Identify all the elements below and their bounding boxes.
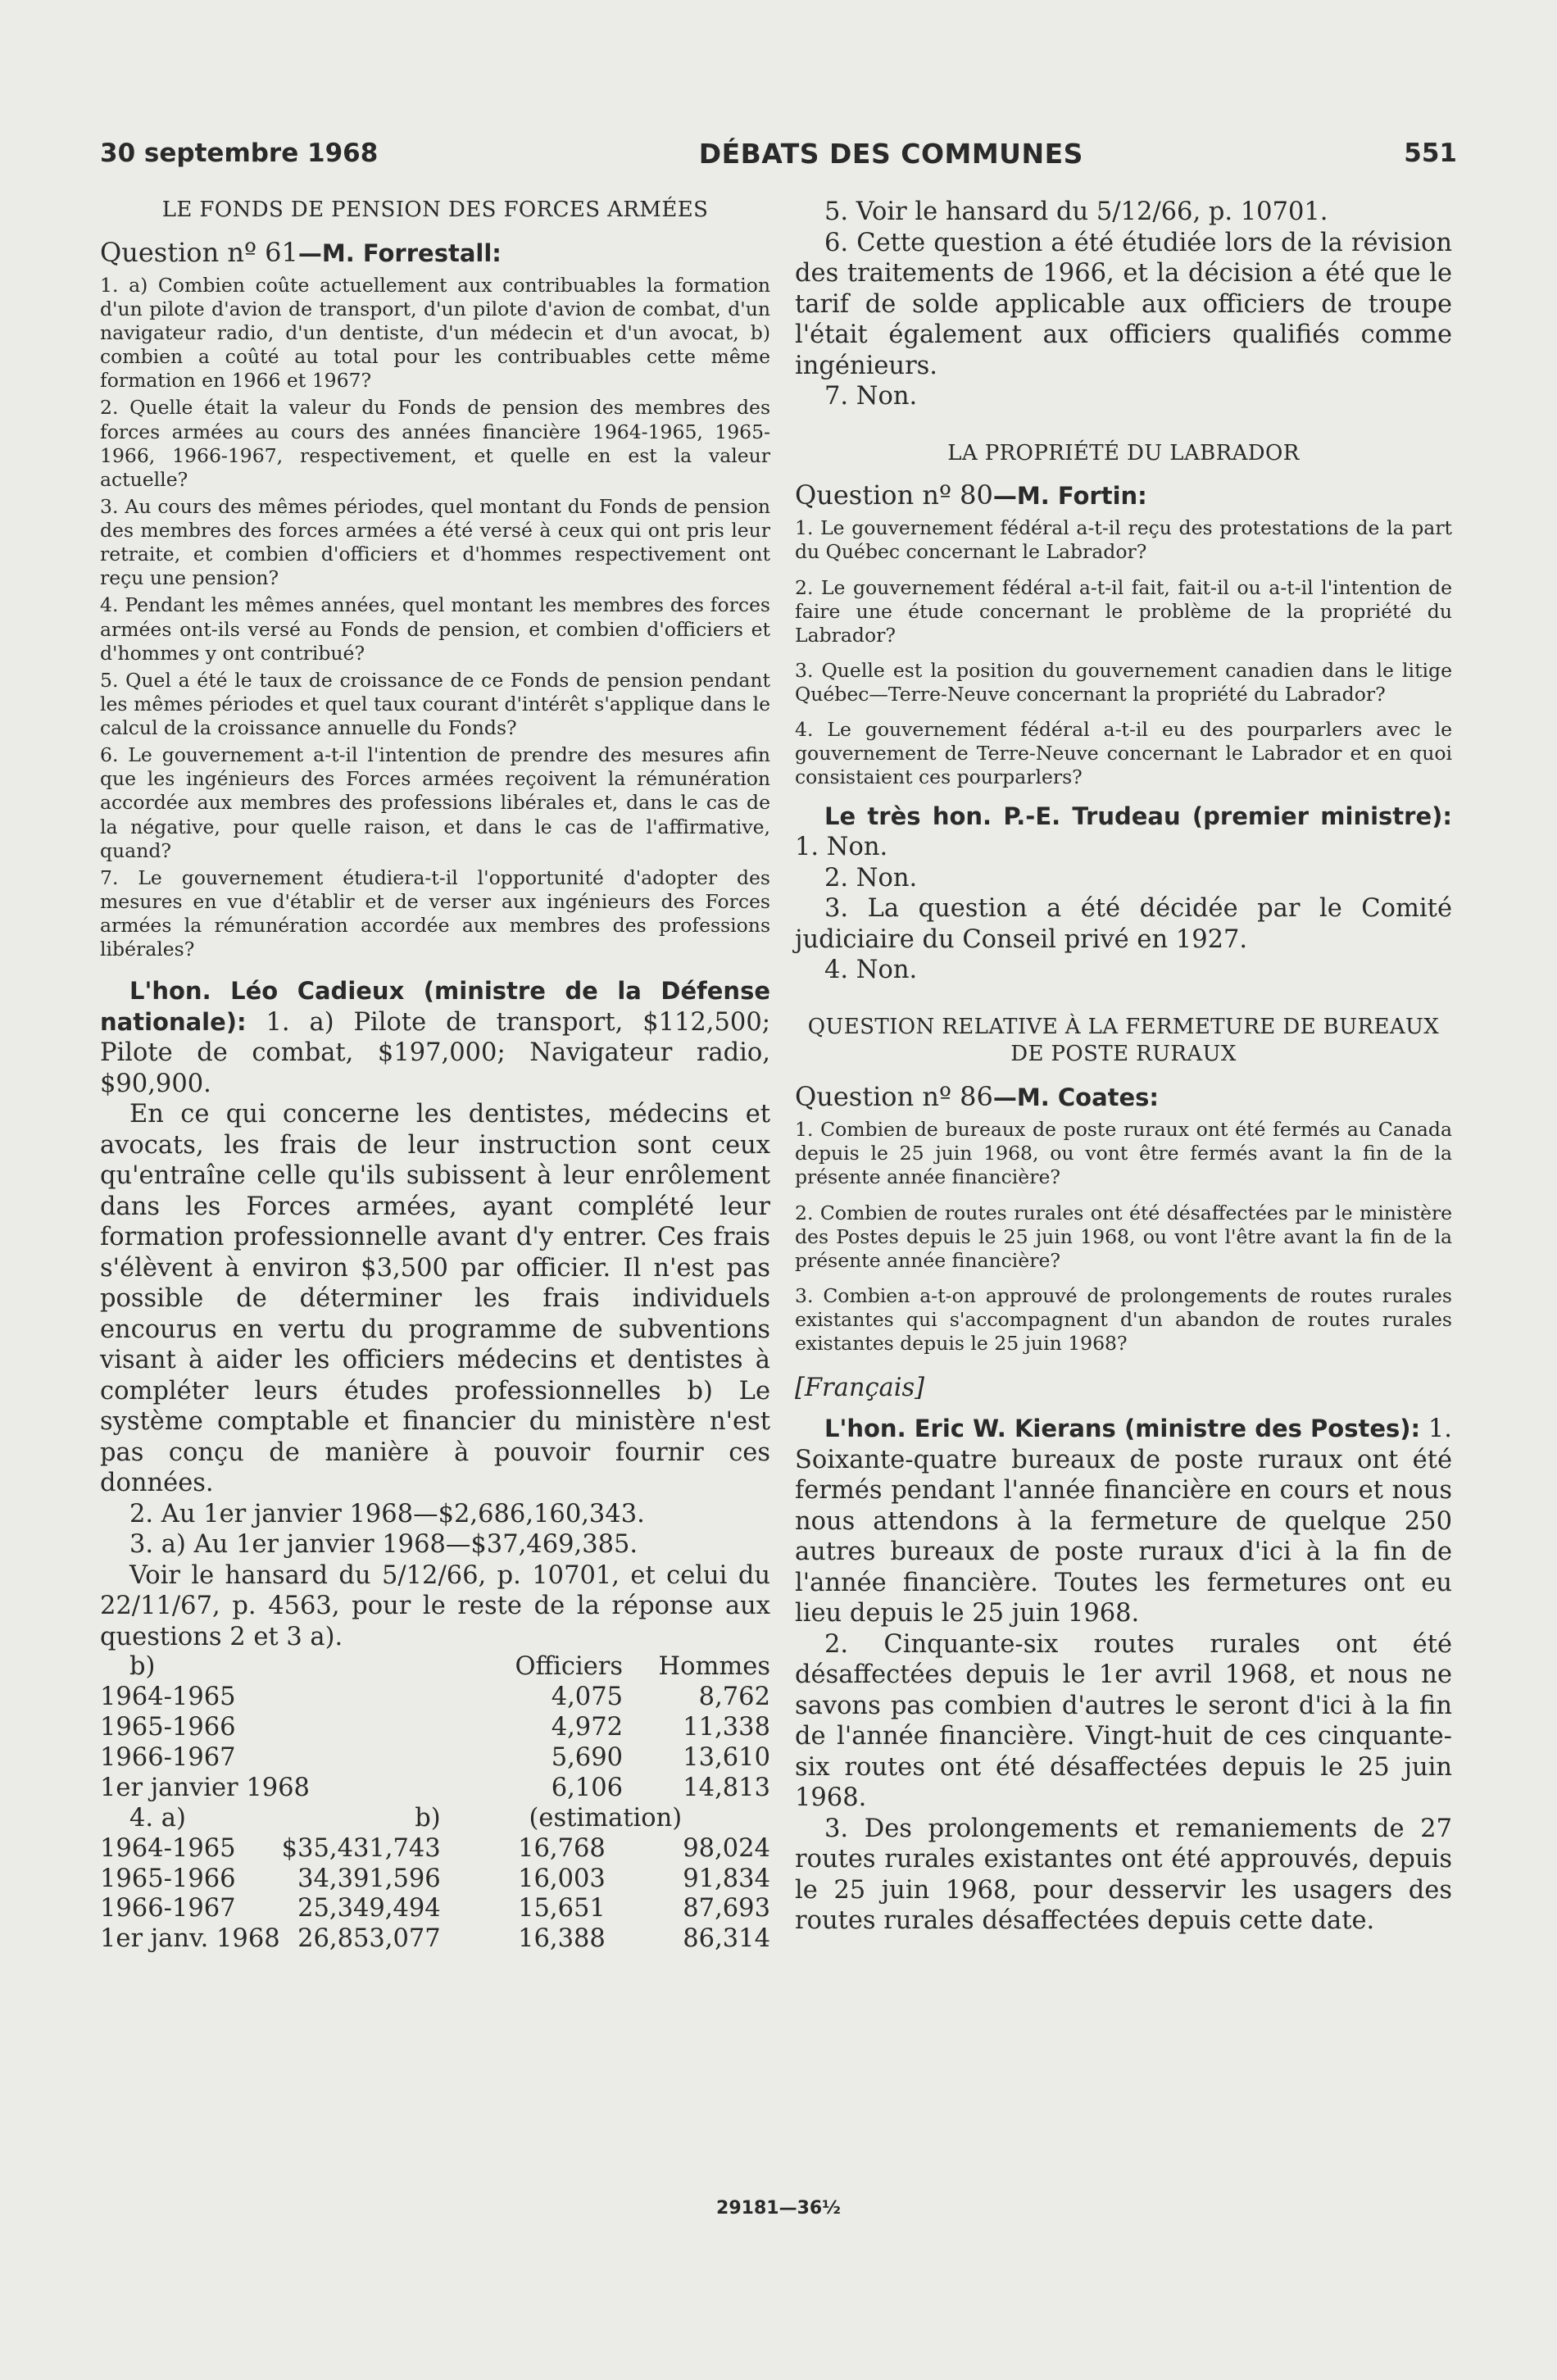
table-cell: 34,391,596: [297, 1864, 441, 1893]
answer-paragraph: 4. Non.: [824, 956, 918, 985]
speaker-name: L'hon. Léo Cadieux (ministre de la Défense nationale):: [100, 977, 770, 1036]
table-cell: 11,338: [683, 1713, 770, 1742]
table-cell: 1966-1967: [100, 1894, 236, 1924]
table-cell: 15,651: [518, 1894, 606, 1924]
answer-paragraph: En ce qui concerne les dentistes, médecins et avocats, les frais de leur instruction sont ceux qu'entraîne celle qu'ils subissent à leur enrôlement dans les Forces armées, ayant complété leur formation professionnelle avant d'y entrer. Ces frais s'élèvent à environ $3,500 par officier. Il n'est pas possible de déterminer les frais individuels encourus en vertu du programme de subventions visant à aider les officiers médecins et dentistes à compléter leurs études professionnelles b) Le système comptable et financier du ministère n'est pas conçu de manière à pouvoir fournir ces données.: [100, 1100, 770, 1498]
answer-paragraph: 3. Des prolongements et remaniements de 27 routes rurales existantes ont été approuvés, depuis le 25 juin 1968, pour desservir les usagers des routes rurales désaffectées depuis cette date.: [795, 1814, 1452, 1936]
table-cell: 4,075: [551, 1683, 624, 1712]
question-heading-61: [100, 236, 770, 269]
table-b-officers-men: [100, 1652, 770, 1803]
table-row: [100, 1834, 770, 1864]
answer-block-61: [100, 976, 770, 1955]
question-number: Question nº 80: [795, 479, 993, 511]
answer-paragraph: 5. Voir le hansard du 5/12/66, p. 10701.: [824, 198, 1328, 226]
question-item: 3. Au cours des mêmes périodes, quel montant du Fonds de pension des membres des forces armées a été versé à ceux qui ont pris leur retraite, et combien d'officiers et d'hommes respectivement ont reçu une pension?: [100, 494, 770, 590]
question-number: Question nº 86: [795, 1081, 993, 1113]
section-title-postes: QUESTION RELATIVE À LA FERMETURE DE BUREAUX DE POSTE RURAUX: [807, 1014, 1440, 1067]
language-marker: [Français]: [795, 1374, 925, 1403]
table-cell: 5,690: [551, 1742, 624, 1772]
table-header-row: [100, 1804, 770, 1834]
table-cell: 16,768: [518, 1833, 606, 1863]
table-row: [100, 1713, 770, 1743]
table-label: (estimation): [529, 1803, 683, 1833]
answer-paragraph: 7. Non.: [824, 382, 918, 411]
speaker-name: L'hon. Eric W. Kierans (ministre des Postes):: [824, 1415, 1421, 1443]
table-cell: $35,431,743: [281, 1833, 441, 1863]
table-row: [100, 1894, 770, 1924]
table-cell: 25,349,494: [297, 1894, 441, 1924]
column-header: Officiers: [515, 1652, 624, 1682]
table-cell: 1965-1966: [100, 1864, 236, 1893]
table-cell: 26,853,077: [297, 1924, 441, 1954]
header-date: 30 septembre 1968: [100, 139, 379, 168]
right-column: [795, 197, 1452, 1937]
answer-opening: [100, 976, 770, 1099]
question-item: 3. Quelle est la position du gouvernement canadien dans le litige Québec—Terre-Neuve concernant la propriété du Labrador?: [795, 658, 1452, 706]
table-cell: 98,024: [683, 1833, 770, 1863]
table-cell: 8,762: [698, 1683, 770, 1712]
answer-paragraph: 3. a) Au 1er janvier 1968—$37,469,385.: [129, 1530, 638, 1560]
question-item: 1. Le gouvernement fédéral a-t-il reçu des protestations de la part du Québec concernant le Labrador?: [795, 516, 1452, 564]
question-item: 2. Le gouvernement fédéral a-t-il fait, fait-il ou a-t-il l'intention de faire une étude concernant le problème de la propriété du Labrador?: [795, 575, 1452, 647]
question-item: 4. Pendant les mêmes années, quel montant les membres des forces armées ont-ils versé au Fonds de pension, et combien d'officiers et d'hommes y ont contribué?: [100, 593, 770, 665]
running-header: [100, 135, 1457, 171]
question-item: 2. Quelle était la valeur du Fonds de pension des membres des forces armées au cours des années financière 1964-1965, 1965-1966, 1966-1967, respectivement, et quelle en est la valeur actuelle?: [100, 396, 770, 491]
question-number: Question nº 61: [100, 236, 298, 268]
header-title: DÉBATS DES COMMUNES: [698, 137, 1083, 170]
question-item: 7. Le gouvernement étudiera-t-il l'opportunité d'adopter des mesures en vue d'établir et de verser aux ingénieurs des Forces armées la rémunération accordée aux membres des professions libérales?: [100, 865, 770, 961]
left-column: [100, 197, 770, 1955]
answer-text: 1. a) Pilote de transport, $112,500; Pilote de combat, $197,000; Navigateur radio, $90,900.: [100, 1007, 770, 1098]
answer-text: 1. Non.: [795, 833, 888, 862]
table-row: [100, 1924, 770, 1955]
table-cell: 87,693: [683, 1894, 770, 1924]
speaker-name: Le très hon. P.-E. Trudeau (premier ministre):: [824, 802, 1452, 830]
answer-opening: [795, 1414, 1452, 1629]
question-item: 1. Combien de bureaux de poste ruraux ont été fermés au Canada depuis le 25 juin 1968, ou vont être fermés avant la fin de la présente année financière?: [795, 1118, 1452, 1189]
table-header-row: [100, 1652, 770, 1683]
table-cell: 1964-1965: [100, 1683, 236, 1712]
section-title-pension: LE FONDS DE PENSION DES FORCES ARMÉES: [161, 198, 709, 222]
answer-paragraph: 3. La question a été décidée par le Comité judiciaire du Conseil privé en 1927.: [795, 894, 1452, 954]
question-author: —M. Coates:: [992, 1083, 1160, 1112]
table-row: [100, 1683, 770, 1713]
table-label: b): [129, 1652, 156, 1682]
table-cell: 13,610: [683, 1742, 770, 1772]
table-cell: 16,003: [518, 1864, 606, 1893]
table-cell: 6,106: [551, 1773, 624, 1802]
table-cell: 86,314: [683, 1924, 770, 1954]
answer-text: 1. Soixante-quatre bureaux de poste ruraux ont été fermés pendant l'année financière en cours et nous nous attendons à la fermeture de quelque 250 autres bureaux de poste ruraux d'ici à la fin de l'année financière. Toutes les fermetures ont eu lieu depuis le 25 juin 1968.: [795, 1415, 1452, 1628]
table-cell: 1964-1965: [100, 1833, 236, 1863]
table-cell: 1965-1966: [100, 1713, 236, 1742]
table-cell: 91,834: [683, 1864, 770, 1893]
answer-paragraph: Voir le hansard du 5/12/66, p. 10701, et celui du 22/11/67, p. 4563, pour le reste de la réponse aux questions 2 et 3 a).: [100, 1560, 770, 1651]
table-cell: 1er janvier 1968: [100, 1773, 310, 1802]
table-cell: 1er janv. 1968: [100, 1924, 280, 1954]
section-title-labrador: LA PROPRIÉTÉ DU LABRADOR: [947, 440, 1300, 466]
table-row: [100, 1743, 770, 1774]
question-item: 1. a) Combien coûte actuellement aux contribuables la formation d'un pilote d'avion de transport, d'un pilote d'avion de combat, d'un navigateur radio, d'un dentiste, d'un médecin et d'un avocat, b) combien a coûté au total pour les contribuables cette même formation en 1966 et 1967?: [100, 273, 770, 393]
question-heading-86: [795, 1080, 1452, 1113]
question-item: 5. Quel a été le taux de croissance de ce Fonds de pension pendant les mêmes périodes et quel taux courant d'intérêt s'applique dans le calcul de la croissance annuelle du Fonds?: [100, 668, 770, 740]
print-code-footer: 29181—36½: [716, 2198, 841, 2219]
question-heading-80: [795, 479, 1452, 511]
table-row: [100, 1864, 770, 1895]
question-item: 6. Le gouvernement a-t-il l'intention de prendre des mesures afin que les ingénieurs des Forces armées reçoivent la rémunération accordée aux membres des professions libérales et, dans le cas de la négative, pour quelle raison, et dans le cas de l'affirmative, quand?: [100, 743, 770, 862]
question-item: 4. Le gouvernement fédéral a-t-il eu des pourparlers avec le gouvernement de Terre-Neuve concernant le Labrador et en quoi consistaient ces pourparlers?: [795, 718, 1452, 789]
table-cell: 16,388: [518, 1924, 606, 1954]
page-number: 551: [1404, 139, 1457, 168]
table-row: [100, 1774, 770, 1804]
question-item: 2. Combien de routes rurales ont été désaffectées par le ministère des Postes depuis le 25 juin 1968, ou vont l'être avant la fin de la présente année financière?: [795, 1201, 1452, 1272]
question-author: —M. Forrestall:: [297, 238, 502, 267]
table-cell: 14,813: [683, 1773, 770, 1802]
table-label: 4. a): [129, 1803, 186, 1833]
answer-paragraph: 2. Non.: [824, 863, 918, 892]
column-header: Hommes: [658, 1652, 770, 1682]
question-author: —M. Fortin:: [992, 482, 1147, 511]
table-cell: 4,972: [551, 1713, 624, 1742]
table-4-contributions: [100, 1804, 770, 1955]
table-cell: 1966-1967: [100, 1742, 236, 1772]
answer-paragraph: 2. Au 1er janvier 1968—$2,686,160,343.: [129, 1499, 645, 1528]
question-item: 3. Combien a-t-on approuvé de prolongements de routes rurales existantes qui s'accompagnent d'un abandon de routes rurales existantes depuis le 25 juin 1968?: [795, 1283, 1452, 1356]
table-label: b): [415, 1803, 441, 1833]
answer-opening: [795, 802, 1452, 863]
answer-paragraph: 2. Cinquante-six routes rurales ont été désaffectées depuis le 1er avril 1968, et nous ne savons pas combien d'autres le seront d'ici à la fin de l'année financière. Vingt-huit de ces cinquante-six routes ont été désaffectées depuis le 25 juin 1968.: [795, 1629, 1452, 1813]
answer-paragraph: 6. Cette question a été étudiée lors de la révision des traitements de 1966, et la décision a été que le tarif de solde applicable aux officiers de troupe l'était également aux officiers qualifiés comme ingénieurs.: [795, 228, 1452, 380]
